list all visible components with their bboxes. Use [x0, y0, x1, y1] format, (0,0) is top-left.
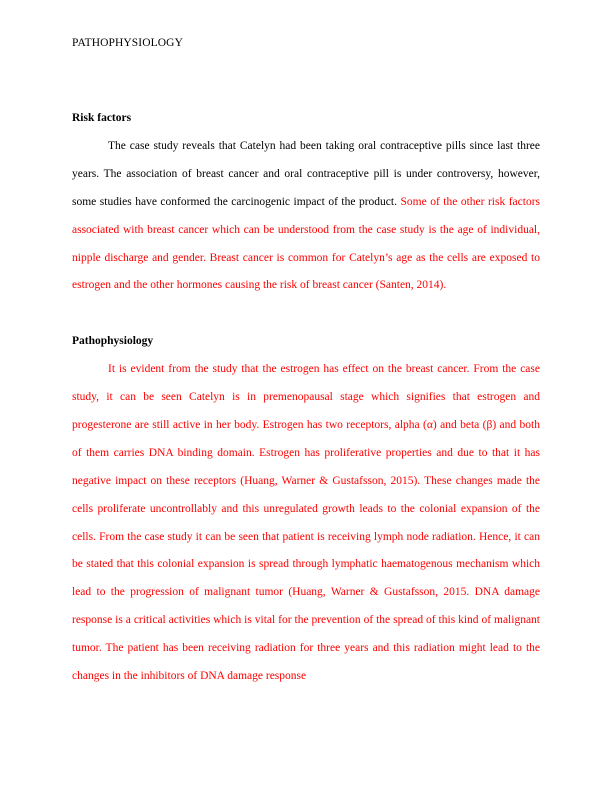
paragraph-pathophysiology: It is evident from the study that the estrogen has effect on the breast cancer. From the case study, it can be seen Catelyn is in premenopausal stage which signifies that estrogen and progesterone are still active in her body. Estrogen has two receptors, alpha (α) and beta (β) and both of them carries DNA binding domain. Estrogen has proliferative properties and due to that it has negative impact on these receptors (Huang, Warner & Gustafsson, 2015). These changes made the cells proliferate uncontrollably and this unregulated growth leads to the colonial expansion of the cells. From the case study it can be seen that patient is receiving lymph node radiation. Hence, it can be stated that this colonial expansion is spread through lymphatic haematogenous mechanism which lead to the progression of malignant tumor (Huang, Warner & Gustafsson, 2015. DNA damage response is a critical activities which is vital for the prevention of the spread of this kind of malignant tumor. The patient has been receiving radiation for three years and this radiation might lead to the changes in the inhibitors of DNA damage response: [72, 363, 540, 683]
section-spacer: [72, 300, 540, 328]
section-heading-risk-factors: Risk factors: [72, 112, 132, 124]
paragraph-risk-factors: [72, 133, 540, 300]
section-risk-factors: [72, 105, 540, 300]
section-heading-pathophysiology: Pathophysiology: [72, 335, 154, 348]
paragraph-text-highlighted: Some of the other risk factors associated with breast cancer which can be understood from the case study is the age of individual, nipple discharge and gender. Breast cancer is common for Catelyn’s age as the cells are exposed to estrogen and the other hormones causing the risk of breast cancer (Santen, 2014).: [72, 195, 541, 292]
paragraph-text-normal: The case study reveals that Catelyn had been taking oral contraceptive pills since last three years. The association of breast cancer and oral contraceptive pill is under controversy, however, some studies have conformed the carcinogenic impact of the product.: [72, 139, 540, 208]
document-body: [72, 105, 540, 691]
section-pathophysiology: [72, 328, 540, 691]
running-header: PATHOPHYSIOLOGY: [72, 37, 183, 49]
